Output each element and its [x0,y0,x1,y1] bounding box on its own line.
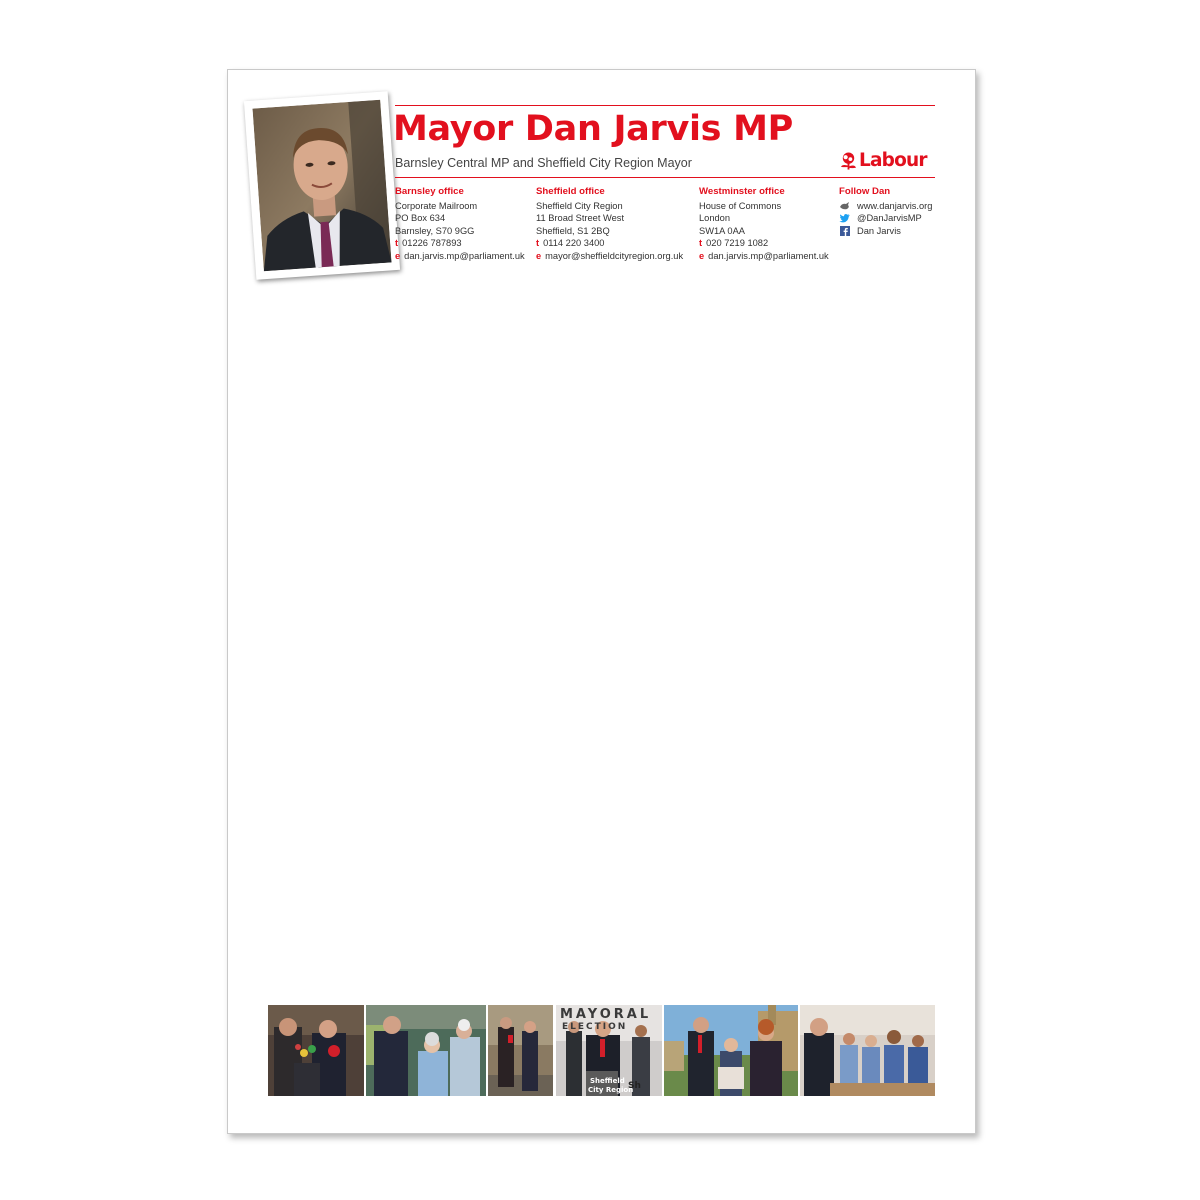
address-line: London [699,213,731,223]
podium-text-line2: City Region [588,1086,634,1094]
address-line: PO Box 634 [395,213,446,223]
mayor-portrait-photo [244,91,400,280]
mayoral-sign-text: MAYORAL [560,1007,652,1022]
rose-icon [839,151,858,171]
web-icon [839,201,851,211]
page-subtitle: Barnsley Central MP and Sheffield City Region Mayor [395,156,692,170]
address-line: Corporate Mailroom [395,200,478,211]
email-link[interactable]: dan.jarvis.mp@parliament.uk [708,250,829,261]
address-line: Barnsley, S70 9GG [395,225,475,236]
shop-visit-photo [366,1005,486,1096]
address-line: 11 Broad Street West [536,213,625,223]
email-key: e [699,250,705,261]
phone-number: 020 7219 1082 [706,238,769,248]
address-line: Sheffield, S1 2BQ [536,225,610,236]
labour-logo-text: Labour [859,150,927,171]
twitter-icon [839,213,851,223]
podium-text-line1: Sheffield [590,1077,625,1085]
email-link[interactable]: dan.jarvis.mp@parliament.uk [404,250,525,261]
nurses-photo [800,1005,935,1096]
follow-dan-block [839,186,932,237]
community-photo [268,1005,364,1096]
podium-partial-text: Sh [628,1081,641,1091]
election-sign-text: ELECTION [562,1022,628,1032]
mayoral-election-photo [556,1005,662,1096]
phone-key: t [395,238,399,248]
street-walk-photo [488,1005,553,1096]
website-link[interactable]: www.danjarvis.org [857,200,933,211]
email-key: e [536,250,542,261]
phone-number: 01226 787893 [402,238,462,248]
page-title: Mayor Dan Jarvis MP [393,109,793,149]
phone-number: 0114 220 3400 [543,238,605,248]
office-heading: Barnsley office [395,186,464,197]
phone-key: t [536,238,540,248]
phone-key: t [699,238,703,248]
header-top-rule [395,105,935,106]
westminster-photo [664,1005,798,1096]
sheffield-office-block [536,186,683,262]
office-heading: Westminster office [699,186,785,197]
header-bottom-rule [395,177,935,178]
address-line: SW1A 0AA [699,225,745,236]
footer-photo-strip [268,1005,935,1096]
barnsley-office-block [395,186,525,262]
address-line: Sheffield City Region [536,200,623,211]
office-heading: Sheffield office [536,186,605,197]
email-key: e [395,250,401,261]
email-link[interactable]: mayor@sheffieldcityregion.org.uk [545,250,684,261]
labour-logo [839,150,927,172]
follow-heading: Follow Dan [839,186,891,197]
address-line: House of Commons [699,200,782,211]
facebook-link[interactable]: Dan Jarvis [857,225,901,236]
westminster-office-block [699,186,829,262]
facebook-icon [839,226,851,236]
twitter-link[interactable]: @DanJarvisMP [857,213,922,223]
